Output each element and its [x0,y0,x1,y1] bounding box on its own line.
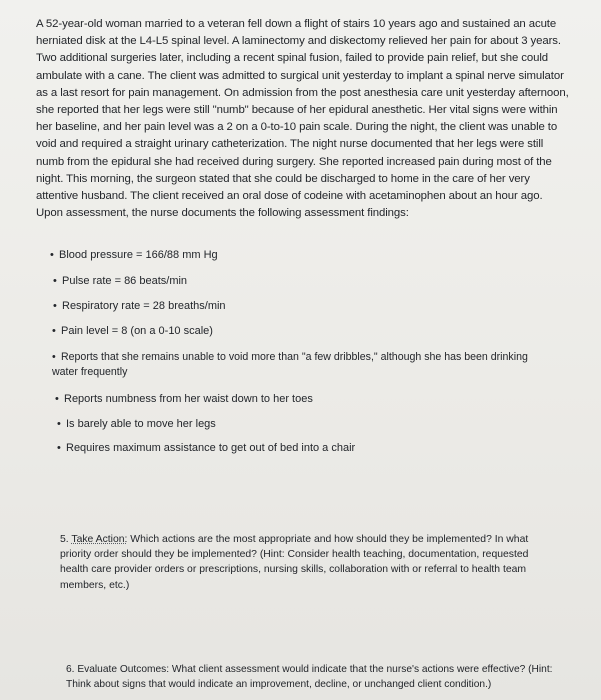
finding-text: Respiratory rate = 28 breaths/min [62,300,226,312]
finding-legs-movement [57,417,557,432]
finding-text: Pain level = 8 (on a 0-10 scale) [61,325,213,337]
bullet-icon: • [57,418,61,430]
question-6-number: 6. [66,664,75,675]
question-5-text: Which actions are the most appropriate and how should they be implemented? In what priority order should they be implemented? (Hint: Consider health teaching, documentation, requested health care provider orders or prescriptions, nursing skills, collaboration with or referral to health team members, etc.) [60,534,529,591]
bullet-icon: • [53,300,57,312]
finding-unable-to-void [52,350,552,380]
finding-text: Blood pressure = 166/88 mm Hg [59,249,218,261]
bullet-icon: • [53,275,57,287]
question-5 [60,532,540,593]
bullet-icon: • [55,393,59,405]
finding-pulse-rate [53,274,553,289]
question-5-heading: Take Action: [71,534,128,545]
finding-respiratory-rate [53,299,553,314]
bullet-icon: • [52,325,56,337]
finding-text: Is barely able to move her legs [66,418,216,430]
bullet-icon: • [50,249,54,261]
finding-text: Reports that she remains unable to void more than "a few dribbles," although she has been drinking water frequently [52,351,528,378]
question-6-text: Evaluate Outcomes: What client assessment would indicate that the nurse's actions were effective? (Hint: Think about signs that would indicate an improvement, decline, or unchanged client condition.) [66,664,553,691]
question-5-number: 5. [60,534,69,545]
question-6 [66,662,566,693]
finding-text: Requires maximum assistance to get out of bed into a chair [66,442,356,454]
finding-numbness [55,392,555,407]
bullet-icon: • [52,351,56,363]
finding-blood-pressure [50,248,550,263]
finding-text: Reports numbness from her waist down to her toes [64,393,313,405]
finding-max-assistance [57,441,557,456]
bullet-icon: • [57,442,61,454]
finding-text: Pulse rate = 86 beats/min [62,275,188,287]
case-study-paragraph: A 52-year-old woman married to a veteran fell down a flight of stairs 10 years ago and sustained an acute herniated disk at the L4-L5 spinal level. A laminectomy and diskectomy relieved her pain for about 3 years. Two additional surgeries later, including a recent spinal fusion, failed to provide pain relief, but she could ambulate with a cane. The client was admitted to surgical unit yesterday to implant a spinal nerve simulator as a last resort for pain management. On admission from the post anesthesia care unit yesterday afternoon, she reported that her legs were still "numb" because of her epidural anesthetic. Her vital signs were within her baseline, and her pain level was a 2 on a 0-to-10 pain scale. During the night, the client was unable to void and required a straight urinary catheterization. The night nurse documented that her legs were still numb from the epidural she had received during surgery. She reported increased pain during most of the night. This morning, the surgeon stated that she could be discharged to home in the care of her very attentive husband. The client received an oral dose of codeine with acetaminophen about an hour ago. Upon assessment, the nurse documents the following assessment findings: [36,18,569,220]
finding-pain-level [52,324,552,339]
